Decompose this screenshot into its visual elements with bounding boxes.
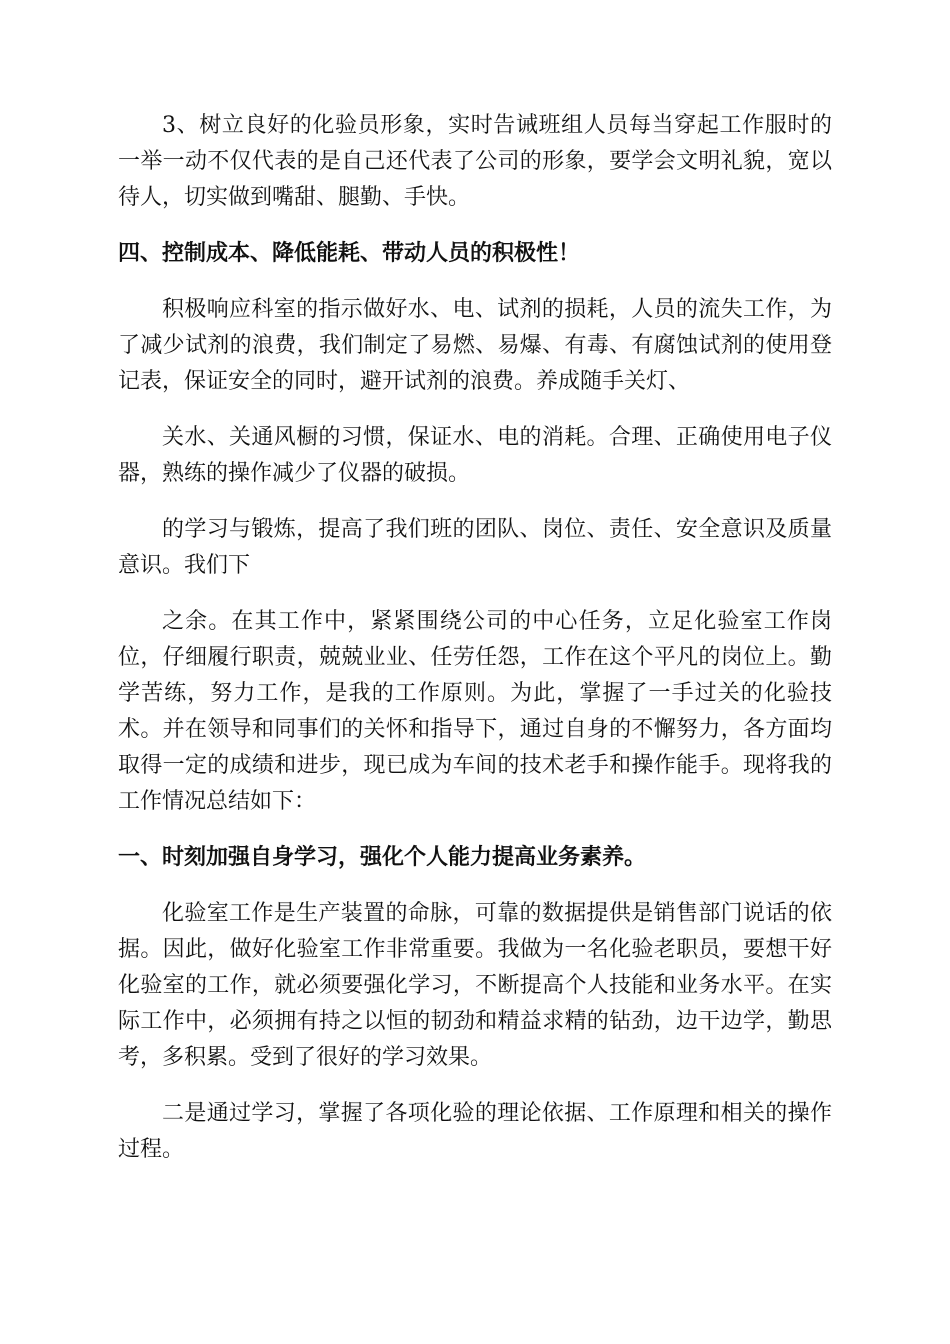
paragraph-habits: 关水、关通风橱的习惯，保证水、电的消耗。合理、正确使用电子仪器，熟练的操作减少了仪器的破损。 <box>118 425 832 486</box>
paragraph-work-summary-intro: 之余。在其工作中，紧紧围绕公司的中心任务，立足化验室工作岗位，仔细履行职责，兢兢业业、任劳任怨，工作在这个平凡的岗位上。勤学苦练，努力工作，是我的工作原则。为此，掌握了一手过关的化验技术。并在领导和同事们的关怀和指导下，通过自身的不懈努力，各方面均取得一定的成绩和进步，现已成为车间的技术老手和操作能手。现将我的工作情况总结如下： <box>118 609 832 814</box>
paragraph-cost-control: 积极响应科室的指示做好水、电、试剂的损耗，人员的流失工作，为了减少试剂的浪费，我们制定了易燃、易爆、有毒、有腐蚀试剂的使用登记表，保证安全的同时，避开试剂的浪费。养成随手关灯、 <box>118 297 832 394</box>
paragraph-team-awareness: 的学习与锻炼，提高了我们班的团队、岗位、责任、安全意识及质量意识。我们下 <box>118 517 832 578</box>
section-heading-4: 四、控制成本、降低能耗、带动人员的积极性！ <box>118 241 581 266</box>
paragraph-lab-importance: 化验室工作是生产装置的命脉，可靠的数据提供是销售部门说话的依据。因此，做好化验室工作非常重要。我做为一名化验老职员，要想干好化验室的工作，就必须要强化学习，不断提高个人技能和业务水平。在实际工作中，必须拥有持之以恒的韧劲和精益求精的钻劲，边干边学，勤思考，多积累。受到了很好的学习效果。 <box>118 901 832 1070</box>
paragraph-image-point-3: 3、树立良好的化验员形象，实时告诫班组人员每当穿起工作服时的一举一动不仅代表的是自己还代表了公司的形象，要学会文明礼貌，宽以待人，切实做到嘴甜、腿勤、手快。 <box>118 113 832 210</box>
section-heading-1: 一、时刻加强自身学习，强化个人能力提高业务素养。 <box>118 845 647 870</box>
paragraph-learning-outcome: 二是通过学习，掌握了各项化验的理论依据、工作原理和相关的操作过程。 <box>118 1101 832 1162</box>
document-page <box>118 108 832 1188</box>
